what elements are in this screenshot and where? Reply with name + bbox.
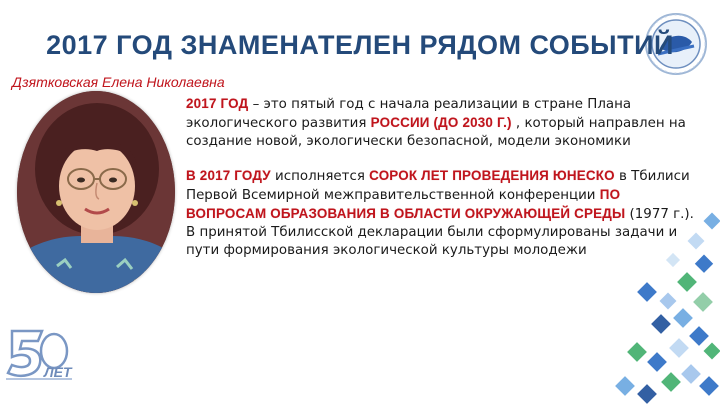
- paragraph-text: (1977 г.). В принятой Тбилисской декларации были сформулированы задачи и пути формирования экологической культуры молодежи: [186, 206, 694, 258]
- paragraph-text: исполняется: [270, 169, 370, 185]
- paragraph-text: , который направлен на создание новой, экологически безопасной, модели экономики: [186, 115, 686, 149]
- author-portrait: [17, 91, 175, 293]
- paragraph-anniversary-plan: [186, 95, 696, 150]
- highlight-environmental-education: ПО ВОПРОСАМ ОБРАЗОВАНИЯ В ОБЛАСТИ ОКРУЖАЮЩЕЙ СРЕДЫ: [186, 187, 626, 221]
- highlight-unesco: СОРОК ЛЕТ ПРОВЕДЕНИЯ ЮНЕСКО: [369, 168, 615, 184]
- paragraph-text: – это пятый год с начала реализации в стране Плана экологического развития: [186, 97, 632, 131]
- highlight-2017-year: 2017 ГОД: [186, 96, 249, 111]
- portrait-image: [17, 91, 175, 293]
- paragraph-unesco: [186, 167, 696, 259]
- paragraph-text: в Тбилиси Первой Всемирной межправительственной конференции: [186, 169, 690, 204]
- highlight-russia-2030: РОССИИ (ДО 2030 Г.): [370, 114, 512, 130]
- logo-text: ЛЕТ: [44, 364, 72, 380]
- slide-title: 2017 ГОД ЗНАМЕНАТЕЛЕН РЯДОМ СОБЫТИЙ: [46, 30, 674, 60]
- author-name: Дзятковская Елена Николаевна: [12, 74, 225, 90]
- highlight-in-2017: В 2017 ГОДУ: [186, 168, 271, 184]
- body-text: [186, 95, 696, 259]
- anniversary-50-logo-icon: [2, 323, 76, 385]
